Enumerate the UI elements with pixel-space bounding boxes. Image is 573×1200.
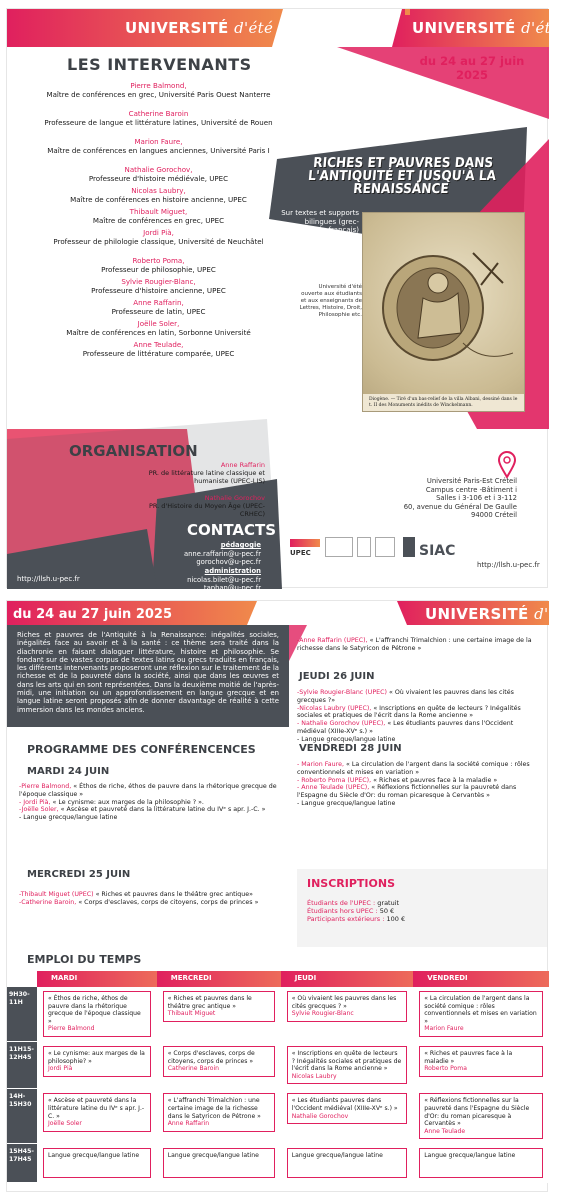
talk-speaker: -Thibault Miguet (UPEC) [19, 891, 94, 898]
schedule-header [7, 971, 549, 987]
fee-row: Étudiants de l'UPEC : gratuit [307, 899, 400, 907]
session-speaker: Roberto Poma [424, 1065, 467, 1073]
col-day: JEUDI [281, 971, 413, 987]
p2-brand: UNIVERSITÉ d'été [425, 605, 573, 623]
talk-speaker: - Marion Faure, [297, 761, 344, 768]
talk-speaker: -Sylvie Rougier-Blanc (UPEC) [297, 689, 387, 696]
talk-title: « Ascèse et pauvreté dans la littérature latine du IVᵉ s apr. J.-C. » [60, 806, 266, 814]
talk-item [297, 720, 537, 736]
session-title: Langue grecque/langue latine [167, 1152, 259, 1160]
talk-item [297, 784, 537, 800]
talk-item [19, 806, 289, 814]
mardi-talks [19, 783, 289, 822]
talk-speaker: -Pierre Balmond, [19, 783, 72, 790]
fee-row: Étudiants hors UPEC : 50 € [307, 907, 395, 915]
speaker-name: Nicolas Laubry, [131, 186, 186, 195]
schedule-cell [413, 1144, 549, 1183]
talk-item [19, 899, 279, 907]
talk-item [297, 761, 537, 777]
schedule-cell [37, 987, 157, 1041]
speaker-entry [41, 319, 276, 337]
talk-title: « Réflexions fictionnelles sur la pauvreté dans l'Espagne du Siècle d'Or: du roman picaresque à Cervantès » [297, 784, 517, 800]
talk-speaker: - Anne Teulade (UPEC), [297, 784, 370, 792]
schedule-cell [157, 1041, 281, 1088]
session-title: « Éthos de riche, éthos de pauvre dans la rhétorique grecque de l'époque classique » [48, 995, 141, 1025]
speaker-name: Marion Faure, [134, 137, 183, 146]
email-link[interactable]: anne.raffarin@u-pec.fr [183, 549, 261, 558]
session-speaker: Sylvie Rougier-Blanc [291, 1010, 354, 1018]
talk-speaker: -Joëlle Soler, [19, 806, 59, 814]
diogenes-engraving [362, 212, 525, 412]
speaker-name: Pierre Balmond, [130, 81, 187, 90]
session-title: « Les étudiants pauvres dans l'Occident médiéval (XIIIe-XVᵉ s.) » [291, 1097, 398, 1112]
session-title: « Inscriptions en quête de lecteurs ? Inégalités sociales et pratiques de l'écrit dans la Rome ancienne » [291, 1049, 402, 1073]
talk-item [19, 891, 279, 899]
mercredi-talk-cont: -Anne Raffarin (UPEC), « L'affranchi Trimalchion : une certaine image de la richesse dans le Satyricon de Pétrone » [297, 637, 532, 652]
talk-item [297, 689, 537, 705]
speaker-entry [41, 109, 276, 127]
speaker-entry [41, 186, 276, 204]
speaker-entry [41, 137, 276, 155]
talk-title: « Riches et pauvres dans le théâtre grec antique» [95, 891, 253, 898]
speaker-role: Professeur de philosophie, UPEC [101, 265, 216, 274]
engraving-art [363, 213, 526, 413]
day-vendredi: VENDREDI 28 JUIN [299, 743, 402, 754]
address-line: 94000 Créteil [471, 511, 517, 519]
siac-logo: SIAC [419, 543, 456, 559]
schedule-table [7, 971, 549, 1183]
schedule-cell [37, 1041, 157, 1088]
session-speaker: Nathalie Gorochov [291, 1112, 349, 1120]
day-jeudi: JEUDI 26 JUIN [299, 671, 375, 682]
email-link[interactable]: gorochov@u-pec.fr [196, 558, 261, 566]
address-line: 60, avenue du Général De Gaulle [403, 502, 517, 511]
speaker-entry [41, 256, 276, 274]
speaker-role: Professeure de littérature comparée, UPEC [82, 349, 235, 358]
inscriptions-box [297, 869, 547, 947]
speaker-role: Maître de conférences en grec, UPEC [92, 216, 225, 225]
talk-item [297, 705, 537, 721]
fee-row: Participants extérieurs : 100 € [307, 915, 406, 923]
col-day: MARDI [37, 971, 157, 987]
session-title: « Où vivaient les pauvres dans les cités grecques ? » [291, 995, 397, 1010]
schedule-cell [157, 1089, 281, 1144]
session-title: « Réflexions fictionnelles sur la pauvreté dans l'Espagne du Siècle d'Or: du roman picaresque à Cervantès » [424, 1097, 530, 1128]
language-session: - Langue grecque/langue latine [297, 735, 396, 743]
language-session: - Langue grecque/langue latine [19, 814, 118, 822]
talk-title: « Le cynisme: aux marges de la philosophie ? ». [52, 798, 204, 806]
talk-speaker: - Nathalie Gorochov (UPEC), [297, 720, 386, 728]
talk-speaker: -Catherine Baroin, [19, 898, 77, 906]
talk-title: « Inscriptions en quête de lecteurs ? Inégalités sociales et pratiques de l'écrit dans la Rome ancienne » [297, 704, 521, 720]
schedule-cell [37, 1089, 157, 1144]
address-line: Campus centre -Bâtiment i [425, 485, 517, 494]
session-speaker: Nicolas Laubry [291, 1072, 337, 1080]
session-speaker: Anne Teulade [424, 1127, 466, 1135]
talk-title: « Où vivaient les pauvres dans les cités grecques ?» [297, 689, 514, 704]
speaker-role: Maître de conférences en latin, Sorbonne Université [66, 328, 251, 337]
corner-cell [7, 971, 37, 987]
talk-speaker: - Jordi Pià, [19, 798, 51, 806]
speaker-name: Catherine Baroin [128, 109, 189, 118]
schedule-cell [281, 987, 413, 1041]
schedule-cell [413, 1041, 549, 1088]
time-slot: 11H15-12H45 [7, 1041, 37, 1088]
schedule-cell [413, 987, 549, 1041]
speaker-entry [41, 165, 276, 183]
schedule-cell [37, 1144, 157, 1183]
day-mardi: MARDI 24 JUIN [27, 766, 110, 777]
mercredi-talks [19, 891, 279, 907]
p2-dates: du 24 au 27 juin 2025 [13, 607, 173, 622]
session-title: « Riches et pauvres face à la maladie » [424, 1049, 513, 1065]
contacts-title: CONTACTS [187, 521, 277, 539]
poster-page-2 [6, 600, 573, 1192]
schedule-row [7, 1041, 549, 1088]
email-link[interactable]: nicolas.bilet@u-pec.fr [187, 575, 261, 584]
engraving-caption: Diogène. — Tiré d'un bas-relief de la villa Albani, dessiné dans le t. II des Monuments inédits de Winckelmann. [363, 394, 524, 411]
talk-title: « Éthos de riche, éthos de pauvre dans la rhétorique grecque de l'époque classique » [19, 783, 277, 798]
schedule-row [7, 1144, 549, 1183]
session-speaker: Jordi Pià [48, 1065, 73, 1073]
talk-title: « Riches et pauvres face à la maladie » [373, 776, 498, 784]
col-day: VENDREDI [413, 971, 549, 987]
upec-logo: UPEC [290, 549, 311, 557]
language-session: - Langue grecque/langue latine [297, 799, 396, 807]
contacts-pedagogie: pédagogie anne.raffarin@u-pec.fr gorochov@u-pec.fr [183, 541, 261, 566]
tab-marker [405, 9, 410, 15]
organizer-1: Anne Raffarin PR. de littérature latine classique et humaniste (UPEC-LIS) [148, 461, 265, 485]
lis-logo [357, 537, 371, 557]
session-title: Langue grecque/langue latine [291, 1152, 383, 1160]
talk-title: « La circulation de l'argent dans la société comique : rôles conventionnels et mises en variation » [297, 761, 530, 776]
speaker-role: Maître de conférences en histoire ancienne, UPEC [70, 195, 247, 204]
session-speaker: Thibault Miguet [167, 1010, 216, 1018]
address-line: Salles i 3-106 et i 3-112 [436, 494, 517, 502]
session-title: Langue grecque/langue latine [424, 1152, 516, 1160]
session-title: « Corps d'esclaves, corps de citoyens, corps de princes » [167, 1049, 255, 1065]
speaker-name: Thibault Miguet, [129, 207, 188, 216]
schedule-cell [281, 1089, 413, 1144]
session-title: Langue grecque/langue latine [48, 1152, 140, 1160]
session-speaker: Pierre Balmond [48, 1025, 95, 1033]
schedule-cell [157, 1144, 281, 1183]
speaker-role: Maître de conférences en langues anciennes, Université Paris I [47, 146, 270, 155]
brand-right: UNIVERSITÉ d'été [412, 19, 561, 37]
intro-text: Riches et pauvres de l'Antiquité à la Renaissance: inégalités sociales, inégalités face au savoir et à la santé : ce thème sera traité dans la diachronie en faisant dialoguer littérature, histoire et philosophie. Se fondant sur de vastes corpus de textes latins ou grecs traduits en français, les différents intervenants proposeront une réflexion sur le traitement de la richesse et de la pauvreté dans la société, ainsi que dans les œuvres et dans les arts qui en sont représentées. Dans la deuxième moitié de l'après-midi, une initiation ou un approfondissement en langue grecque et en langue latine seront proposés afin de donner davantage de réalité à cette immersion dans les mondes anciens. [7, 625, 289, 727]
talk-title: « Corps d'esclaves, corps de citoyens, corps de princes » [78, 898, 259, 906]
session-speaker: Catherine Baroin [167, 1065, 220, 1073]
speaker-entry [41, 228, 276, 246]
poster-page-1 [6, 8, 561, 592]
speaker-role: Professeure de langue et littérature latines, Université de Rouen [44, 118, 273, 127]
schedule-row [7, 1089, 549, 1144]
speaker-name: Sylvie Rougier-Blanc, [121, 277, 196, 286]
time-slot: 15H45-17H45 [7, 1144, 37, 1183]
speaker-entry [41, 207, 276, 225]
open-to-note: Université d'été ouverte aux étudiants et aux enseignants de Lettres, Histoire, Droit, Philosophie etc. [299, 284, 362, 318]
schedule-row [7, 987, 549, 1041]
vendredi-talks [297, 761, 537, 808]
session-title: « Le cynisme: aux marges de la philosophie? » [48, 1049, 145, 1065]
organisation-title: ORGANISATION [69, 442, 198, 460]
jeudi-talks [297, 689, 537, 744]
crhec-logo [375, 537, 395, 557]
website-link-left[interactable]: http://llsh.u-pec.fr [17, 575, 80, 583]
speaker-entry [41, 340, 276, 358]
organizer-2: Nathalie Gorochov PR. d'Histoire du Moyen Âge (UPEC-CRHEC) [148, 494, 265, 518]
talk-speaker: - Roberto Poma (UPEC), [297, 776, 372, 784]
programme-title: PROGRAMME DES CONFÉRENCENCES [27, 743, 256, 756]
emploi-title: EMPLOI DU TEMPS [27, 953, 142, 966]
speaker-name: Joëlle Soler, [137, 319, 180, 328]
speaker-role: Professeure d'histoire médiévale, UPEC [88, 174, 229, 183]
session-title: « L'affranchi Trimalchion : une certaine image de la richesse dans le Satyricon de Pétrone » [167, 1097, 261, 1120]
upec-logo-mark [290, 539, 320, 547]
intervenants-title: LES INTERVENANTS [67, 55, 252, 74]
misc-logo [403, 537, 415, 557]
session-title: « La circulation de l'argent dans la société comique : rôles conventionnels et mises en variation » [424, 995, 537, 1025]
speaker-entry [41, 277, 276, 295]
bilingual-note: Sur textes et supports bilingues (grec-français/latin-français) [280, 209, 359, 234]
event-dates: du 24 au 27 juin 2025 [419, 54, 525, 82]
schedule-cell [281, 1144, 413, 1183]
speaker-name: Jordi Pià, [143, 228, 174, 237]
speaker-role: Professeure de latin, UPEC [111, 307, 206, 316]
session-title: « Riches et pauvres dans le théâtre grec antique » [167, 995, 252, 1010]
speaker-role: Professeur de philologie classique, Université de Neuchâtel [53, 237, 264, 246]
location-pin-icon [497, 451, 517, 479]
address-line: Université Paris-Est Créteil [426, 477, 517, 485]
talk-item [19, 783, 289, 799]
website-link-right[interactable]: http://llsh.u-pec.fr [477, 561, 540, 569]
speaker-name: Anne Teulade, [133, 340, 184, 349]
session-speaker: Marion Faure [424, 1025, 464, 1033]
speaker-name: Nathalie Gorochov, [124, 165, 193, 174]
inscriptions-title: INSCRIPTIONS [307, 877, 395, 890]
time-slot: 9H30-11H [7, 987, 37, 1041]
talk-speaker: -Nicolas Laubry (UPEC), [297, 704, 372, 712]
faculty-logo [325, 537, 353, 557]
event-title: RICHES ET PAUVRES DANS L'ANTIQUITÉ ET JUSQU'À LA RENAISSANCE [307, 155, 497, 197]
contacts-admin: administration nicolas.bilet@u-pec.fr taphan@u-pec.fr [187, 567, 261, 592]
speaker-name: Anne Raffarin, [133, 298, 184, 307]
brand-left: UNIVERSITÉ d'été [125, 19, 274, 37]
session-title: « Ascèse et pauvreté dans la littérature latine du IVᵉ s apr. J.-C. » [48, 1097, 145, 1120]
schedule-cell [281, 1041, 413, 1088]
session-speaker: Joëlle Soler [48, 1120, 82, 1128]
time-slot: 14H-15H30 [7, 1089, 37, 1144]
talk-title: « Les étudiants pauvres dans l'Occident médiéval (XIIIe-XVᵉ s.) » [297, 720, 514, 735]
speaker-role: Maître de conférences en grec, Université Paris Ouest Nanterre [46, 90, 271, 99]
speaker-entry [41, 298, 276, 316]
col-day: MERCREDI [157, 971, 281, 987]
venue-address [397, 477, 517, 520]
schedule-cell [413, 1089, 549, 1144]
speaker-name: Roberto Poma, [132, 256, 185, 265]
email-link[interactable]: taphan@u-pec.fr [203, 584, 261, 592]
speaker-role: Professeure d'histoire ancienne, UPEC [91, 286, 226, 295]
session-speaker: Anne Raffarin [167, 1120, 210, 1128]
schedule-cell [157, 987, 281, 1041]
speaker-entry [41, 81, 276, 99]
day-mercredi: MERCREDI 25 JUIN [27, 869, 131, 880]
